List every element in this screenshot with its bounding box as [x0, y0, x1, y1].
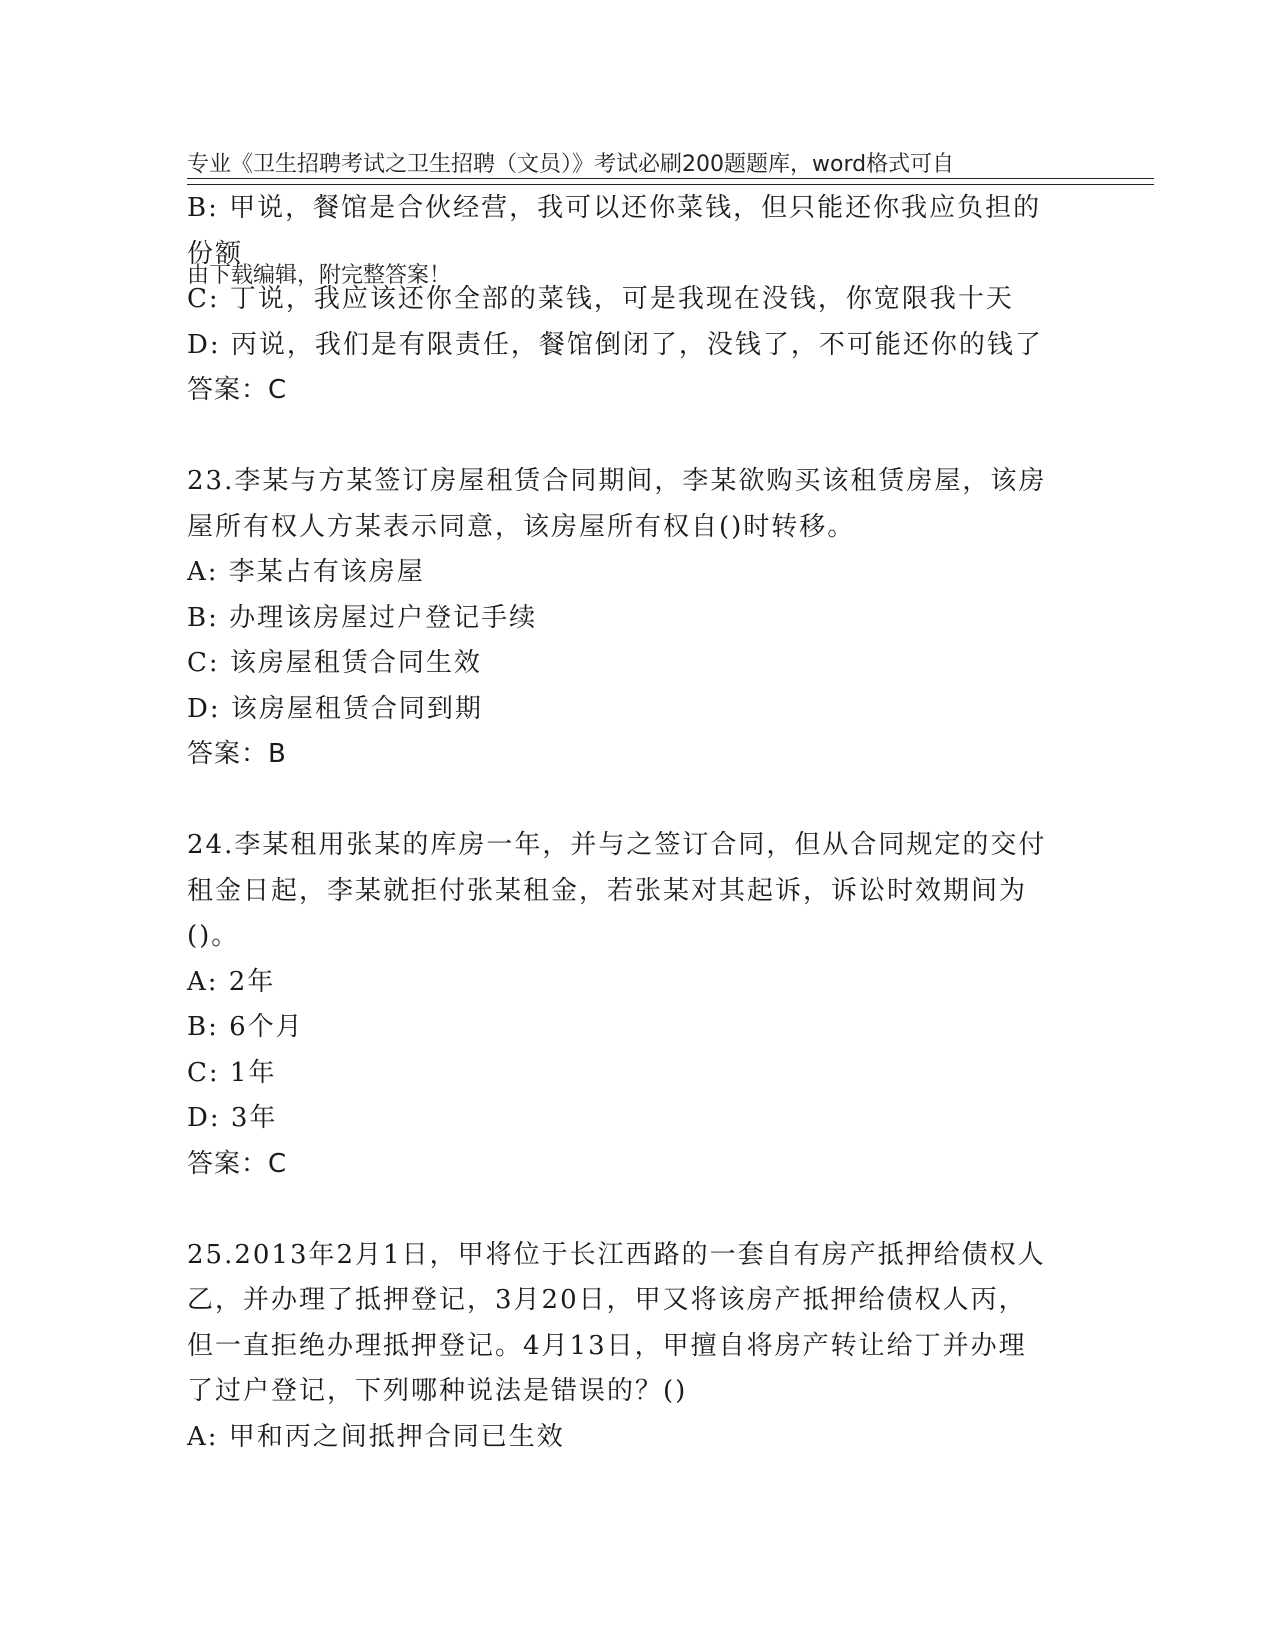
answer: 答案：B	[187, 739, 287, 769]
option-d: D: 3年	[187, 1103, 278, 1133]
question-stem: 乙，并办理了抵押登记，3月20日，甲又将该房产抵押给债权人丙，	[187, 1285, 1027, 1315]
header-divider	[187, 178, 1154, 185]
question-22-continued	[187, 186, 1087, 414]
option-b-continued: 份额	[187, 238, 244, 269]
option-c: C: 丁说，我应该还你全部的菜钱，可是我现在没钱，你宽限我十天	[187, 284, 1014, 314]
option-d: D: 该房屋租赁合同到期	[187, 693, 483, 724]
answer: 答案：C	[187, 375, 288, 405]
header-line-1: 专业《卫生招聘考试之卫生招聘（文员）》考试必刷200题题库，word格式可自	[187, 152, 955, 177]
header-line-2: 由下载编辑，附完整答案！	[187, 263, 452, 288]
question-stem: 25.2013年2月1日，甲将位于长江西路的一套自有房产抵押给债权人	[187, 1239, 1046, 1270]
option-b: B: 办理该房屋过户登记手续	[187, 602, 538, 633]
option-a: A: 李某占有该房屋	[187, 557, 425, 587]
question-stem: 24.李某租用张某的库房一年，并与之签订合同，但从合同规定的交付	[187, 830, 1047, 860]
question-stem: 租金日起，李某就拒付张某租金，若张某对其起诉，诉讼时效期间为	[187, 875, 1028, 906]
question-content	[187, 186, 1087, 1460]
question-gap	[187, 1187, 1087, 1233]
question-24	[187, 823, 1087, 1187]
option-c: C: 1年	[187, 1057, 277, 1088]
answer: 答案：C	[187, 1148, 288, 1179]
question-stem: 了过户登记，下列哪种说法是错误的？()	[187, 1376, 688, 1406]
option-c: C: 该房屋租赁合同生效	[187, 648, 482, 678]
question-gap	[187, 778, 1087, 824]
question-stem: 但一直拒绝办理抵押登记。4月13日，甲擅自将房产转让给丁并办理	[187, 1330, 1027, 1361]
question-stem: 23.李某与方某签订房屋租赁合同期间，李某欲购买该租赁房屋，该房	[187, 466, 1047, 496]
question-stem: ()。	[187, 921, 240, 951]
question-gap	[187, 414, 1087, 460]
question-25	[187, 1233, 1087, 1461]
option-b: B: 甲说，餐馆是合伙经营，我可以还你菜钱，但只能还你我应负担的	[187, 193, 1042, 223]
option-a: A: 甲和丙之间抵押合同已生效	[187, 1421, 565, 1452]
question-stem: 屋所有权人方某表示同意，该房屋所有权自()时转移。	[187, 511, 856, 542]
option-d: D: 丙说，我们是有限责任，餐馆倒闭了，没钱了，不可能还你的钱了	[187, 329, 1043, 360]
option-b: B: 6个月	[187, 1012, 304, 1042]
option-a: A: 2年	[187, 966, 276, 997]
question-23	[187, 459, 1087, 778]
